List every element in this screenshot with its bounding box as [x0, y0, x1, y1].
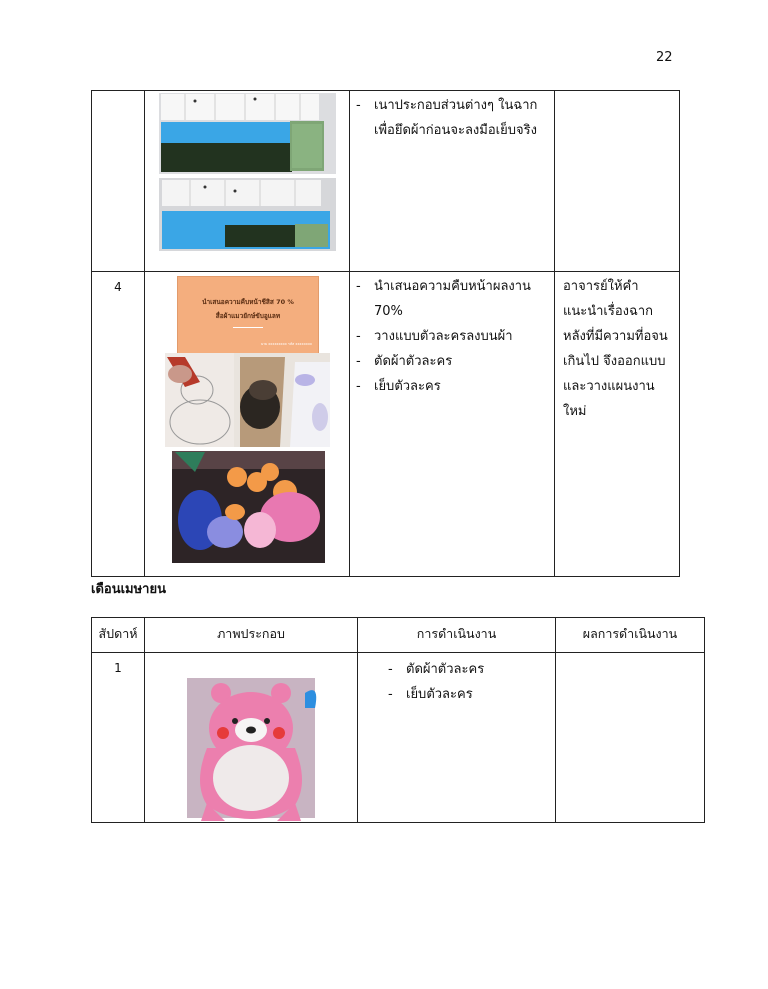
- result-cell: [555, 91, 680, 272]
- photo-felt-fabric-layout: [145, 91, 350, 271]
- image-cell: [145, 653, 358, 823]
- header-images: ภาพประกอบ: [145, 618, 358, 653]
- table-header-row: [92, 618, 705, 653]
- activity-item: - วางแบบตัวละครลงบนผ้า: [350, 324, 546, 349]
- photo-felt-characters: [172, 451, 325, 563]
- activities-cell: [350, 272, 555, 577]
- slide-subtitle: สื่อผ้าแมวยักษ์ขับอูแลท: [215, 312, 281, 320]
- photo-cut-felt: [234, 353, 330, 447]
- activity-item: - ตัดผ้าตัวละคร: [350, 349, 546, 374]
- activity-item: - นำเสนอความคืบหน้าผลงาน 70%: [350, 274, 546, 324]
- section-title: เดือนเมษายน: [91, 582, 166, 597]
- activities-cell: [358, 653, 556, 823]
- week-cell: 4: [92, 272, 145, 577]
- image-cell: [145, 272, 350, 577]
- table-row: [92, 272, 680, 577]
- progress-table-continued: [91, 90, 680, 577]
- activity-item: - เนาประกอบส่วนต่างๆ ในฉาก เพื่อยึดผ้าก่อนจะลงมือเย็บจริง: [350, 93, 546, 143]
- activity-item: - เย็บตัวละคร: [350, 374, 546, 399]
- slide-title: นำเสนอความคืบหน้าชีสิส 70 %: [202, 298, 294, 306]
- image-cell: [145, 91, 350, 272]
- week-cell: 1: [92, 653, 145, 823]
- photo-felt-fabric-layout-1: [159, 93, 336, 174]
- header-results: ผลการดำเนินงาน: [556, 618, 705, 653]
- activity-item: - เย็บตัวละคร: [358, 682, 555, 707]
- week-cell: [92, 91, 145, 272]
- photo-pink-bear-felt: [145, 653, 358, 822]
- photo-drawing-pattern: [165, 353, 234, 447]
- result-cell: [556, 653, 705, 823]
- result-cell: อาจารย์ให้คำแนะนำเรื่องฉากหลังที่มีความที่อจนเกินไป จึงออกแบบและวางแผนงานใหม่: [555, 272, 680, 577]
- activities-cell: [350, 91, 555, 272]
- header-activities: การดำเนินงาน: [358, 618, 556, 653]
- activity-item: - ตัดผ้าตัวละคร: [358, 657, 555, 682]
- table-row: [92, 653, 705, 823]
- april-progress-table: [91, 617, 705, 823]
- slide-small-text: นาย xxxxxxxxx รหัส xxxxxxxx: [260, 342, 312, 346]
- table-row: [92, 91, 680, 272]
- header-week: สัปดาห์: [92, 618, 145, 653]
- photo-group: [145, 272, 350, 576]
- page-number: 22: [656, 50, 673, 65]
- photo-felt-fabric-layout-2: [159, 178, 336, 251]
